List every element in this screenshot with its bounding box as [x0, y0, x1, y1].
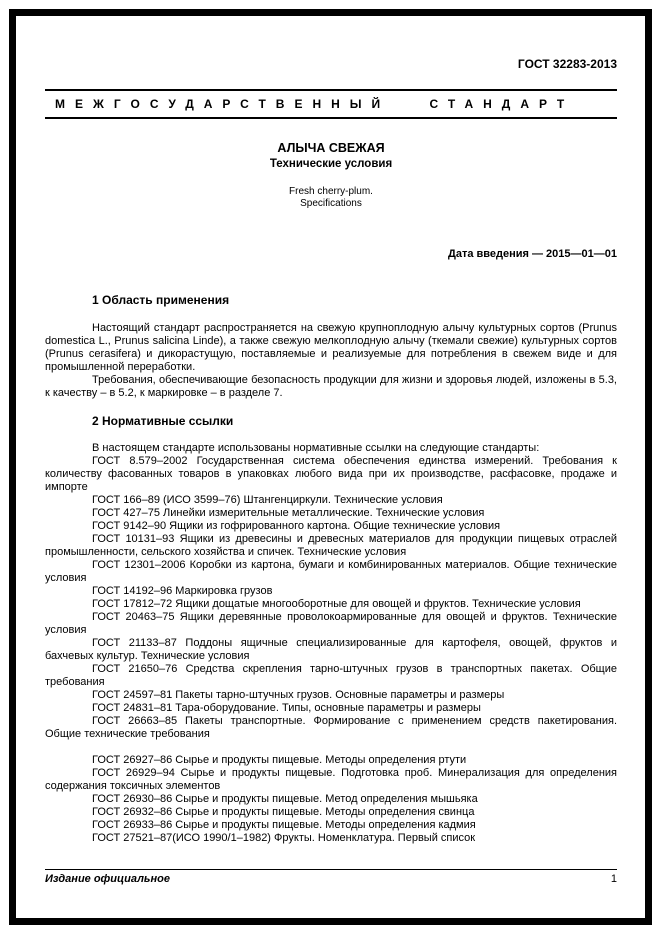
standard-code: ГОСТ 32283-2013	[517, 57, 617, 71]
section-normative-references	[45, 414, 617, 845]
page-footer	[45, 869, 617, 885]
paragraph: ГОСТ 26932–86 Сырье и продукты пищевые. Методы определения свинца	[92, 806, 475, 818]
paragraph: ГОСТ 27521–87(ИСО 1990/1–1982) Фрукты. Номенклатура. Первый список	[92, 832, 476, 844]
paragraph: ГОСТ 21133–87 Поддоны ящичные специализированные для картофеля, овощей, фруктов и бахчевых культур. Технические условия	[45, 637, 617, 662]
paragraph: ГОСТ 26929–94 Сырье и продукты пищевые. Подготовка проб. Минерализация для определения содержания токсичных элементов	[45, 767, 617, 792]
footer-rule	[45, 869, 617, 870]
paragraph: ГОСТ 26927–86 Сырье и продукты пищевые. Методы определения ртути	[92, 754, 467, 766]
paragraph: ГОСТ 166–89 (ИСО 3599–76) Штангенциркули. Технические условия	[92, 494, 443, 506]
document-subtitle-en: Specifications	[300, 198, 362, 209]
page-number: 1	[610, 873, 617, 885]
paragraph: ГОСТ 17812–72 Ящики дощатые многооборотные для овощей и фруктов. Технические условия	[92, 598, 581, 610]
paragraph: ГОСТ 20463–75 Ящики деревянные проволокоармированные для овощей и фруктов. Технические условия	[45, 611, 617, 636]
document-subtitle-ru: Технические условия	[269, 158, 393, 170]
paragraph: ГОСТ 26663–85 Пакеты транспортные. Формирование с применением средств пакетирования. Общие технические требования	[45, 715, 617, 740]
standard-type-label: МЕЖГОСУДАРСТВЕННЫЙ СТАНДАРТ	[55, 97, 575, 111]
paragraph: ГОСТ 8.579–2002 Государственная система обеспечения единства измерений. Требования к количеству фасованных товаров в упаковках любого вида при их производстве, расфасовке, продаже и импорте	[45, 455, 617, 493]
paragraph: ГОСТ 12301–2006 Коробки из картона, бумаги и комбинированных материалов. Общие технические условия	[45, 559, 617, 584]
paragraph: ГОСТ 9142–90 Ящики из гофрированного картона. Общие технические условия	[92, 520, 501, 532]
effective-date: Дата введения — 2015—01—01	[448, 248, 617, 260]
section-body	[45, 322, 617, 400]
document-title-en-block	[45, 186, 617, 210]
paragraph: Требования, обеспечивающие безопасность продукции для жизни и здоровья людей, изложены в 5.3, к качеству – в 5.2, к маркировке – в разделе 7.	[45, 374, 617, 399]
document-title-en: Fresh cherry-plum.	[289, 186, 373, 197]
banner-bottom-rule	[45, 117, 617, 119]
standard-type-banner	[45, 89, 617, 119]
section-body	[45, 442, 617, 845]
edition-note: Издание официальное	[45, 873, 170, 885]
section-scope	[45, 293, 617, 400]
paragraph: В настоящем стандарте использованы нормативные ссылки на следующие стандарты:	[92, 442, 540, 454]
paragraph: ГОСТ 24597–81 Пакеты тарно-штучных грузов. Основные параметры и размеры	[92, 689, 505, 701]
paragraph: ГОСТ 427–75 Линейки измерительные металлические. Технические условия	[92, 507, 485, 519]
page-content	[45, 16, 617, 845]
paragraph: ГОСТ 21650–76 Средства скрепления тарно-штучных грузов в транспортных пакетах. Общие требования	[45, 663, 617, 688]
paragraph: ГОСТ 26930–86 Сырье и продукты пищевые. Метод определения мышьяка	[92, 793, 478, 805]
document-title-ru: АЛЫЧА СВЕЖАЯ	[277, 141, 385, 155]
paragraph: ГОСТ 26933–86 Сырье и продукты пищевые. Методы определения кадмия	[92, 819, 476, 831]
section-heading: 2 Нормативные ссылки	[92, 414, 234, 428]
paragraph: ГОСТ 14192–96 Маркировка грузов	[92, 585, 273, 597]
paragraph: ГОСТ 24831–81 Тара-оборудование. Типы, основные параметры и размеры	[92, 702, 481, 714]
paragraph: ГОСТ 10131–93 Ящики из древесины и древесных материалов для продукции пищевых отраслей промышленности, сельского хозяйства и спичек. Технические условия	[45, 533, 617, 558]
section-heading: 1 Область применения	[92, 293, 230, 307]
paragraph: Настоящий стандарт распространяется на свежую крупноплодную алычу культурных сортов (Prunus domestica L., Prunus salicina Linde), а также свежую мелкоплодную алычу (ткемали свежие) культурных сортов (Prunus cerasifera) и дикорастущую, поставляемые и реализуемые для потребления в свежем виде и для промышленной переработки.	[45, 322, 617, 373]
footer-row	[45, 873, 617, 885]
paragraph-spacer	[45, 741, 617, 754]
